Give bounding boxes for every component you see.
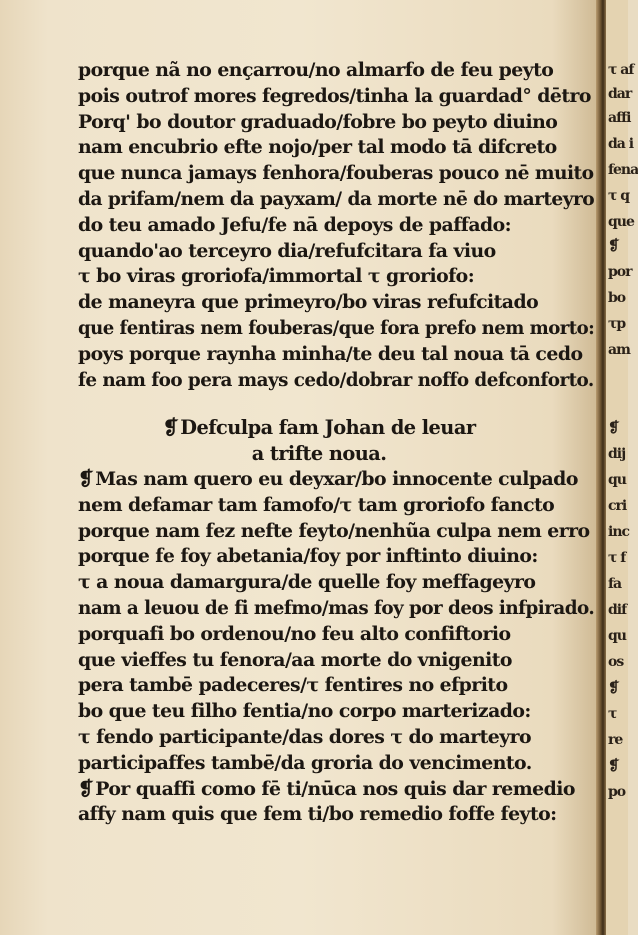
text-line: porque nam fez nefte feyto/nenhũa culpa nem erro [78, 519, 590, 542]
text-line: τ fendo participante/das dores τ do marteyro [78, 725, 532, 748]
stanza-1 [78, 58, 598, 393]
facing-fragment: que [608, 214, 634, 230]
pilcrow-icon: ❡ [78, 467, 94, 490]
text-line: bo que teu filho fentia/no corpo marterizado: [78, 700, 531, 723]
facing-fragment: po [608, 784, 626, 800]
facing-page-edge [606, 0, 638, 935]
facing-fragment: inc [608, 524, 630, 540]
text-line: pera tambē padeceres/τ fentires no efprito [78, 674, 508, 697]
facing-fragment: os [608, 654, 624, 670]
facing-fragment: re [608, 732, 623, 748]
text-line: do teu amado Jefu/fe nā depoys de paffado: [78, 213, 512, 236]
facing-fragment: am [608, 342, 630, 358]
facing-fragment: fa [608, 576, 622, 592]
facing-fragment: ❡ [608, 680, 619, 696]
page-text [78, 58, 598, 828]
facing-fragment: cri [608, 498, 627, 514]
facing-fragment: por [608, 264, 632, 280]
pilcrow-icon: ❡ [78, 777, 94, 800]
book-gutter [596, 0, 606, 935]
text-line: porque fe foy abetania/foy por inftinto diuino: [78, 545, 538, 568]
heading-line-1: Defculpa fam Johan de leuar [180, 416, 476, 440]
text-line: que fentiras nem fouberas/que fora prefo nem morto: [78, 316, 595, 339]
text-line: τ a noua damargura/de quelle foy meffageyro [78, 571, 536, 594]
facing-fragment: qu [608, 628, 626, 644]
text-line: nam a leuou de fi mefmo/mas foy por deos infpirado. [78, 596, 595, 619]
pilcrow-icon: ❡ [162, 416, 179, 440]
facing-fragment: qu [608, 472, 626, 488]
facing-fragment: fena [608, 162, 638, 178]
text-line [78, 467, 594, 493]
section-heading [78, 415, 594, 441]
section-heading-line-2: a trifte noua. [251, 442, 387, 466]
facing-fragment: τ f [608, 550, 626, 566]
text-line: poys porque raynha minha/te deu tal noua tā cedo [78, 342, 583, 365]
text-line: nem defamar tam famofo/τ tam groriofo fancto [78, 493, 555, 516]
text-line-content: Mas nam quero eu deyxar/bo innocente culpado [95, 467, 578, 490]
facing-fragment: dif [608, 602, 627, 618]
text-line [78, 777, 594, 803]
text-line-content: Por quaffi como fē ti/nūca nos quis dar remedio [95, 777, 575, 800]
facing-fragment: ❡ [608, 238, 619, 254]
facing-fragment: τ af [608, 62, 634, 78]
text-line: pois outrof mores fegredos/tinha la guardad° dētro [78, 84, 591, 107]
facing-fragment: affi [608, 110, 631, 126]
facing-fragment: da i [608, 136, 634, 152]
text-line: que vieffes tu fenora/aa morte do vnigenito [78, 648, 512, 671]
text-line: porque nã no ençarrou/no almarfo de feu peyto [78, 59, 554, 81]
text-line: da prifam/nem da payxam/ da morte nē do marteyro [78, 187, 595, 210]
text-line: participaffes tambē/da groria do vencimento. [78, 751, 532, 774]
facing-fragment: τ [608, 706, 617, 722]
text-line: que nunca jamays fenhora/fouberas pouco nē muito [78, 162, 594, 185]
text-line: nam encubrio efte nojo/per tal modo tā difcreto [78, 136, 557, 159]
stanza-2 [78, 467, 598, 828]
text-line: porquafi bo ordenou/no feu alto confiftorio [78, 622, 511, 645]
text-line: τ bo viras groriofa/immortal τ groriofo: [78, 265, 475, 288]
facing-fragment: ❡ [608, 420, 619, 436]
text-line: quando'ao terceyro dia/refufcitara fa viuo [78, 239, 496, 262]
facing-fragment: τ q [608, 188, 630, 204]
facing-fragment: τp [608, 316, 626, 332]
facing-fragment: ❡ [608, 758, 619, 774]
facing-fragment: bo [608, 290, 626, 306]
facing-fragment: dij [608, 446, 626, 462]
text-line: fe nam foo pera mays cedo/dobrar noffo defconforto. [78, 368, 594, 391]
text-line: affy nam quis que fem ti/bo remedio foffe feyto: [78, 803, 557, 826]
facing-fragment: dar [608, 86, 632, 102]
text-line: Porq' bo doutor graduado/fobre bo peyto diuino [78, 110, 558, 133]
text-line: de maneyra que primeyro/bo viras refufcitado [78, 291, 539, 314]
